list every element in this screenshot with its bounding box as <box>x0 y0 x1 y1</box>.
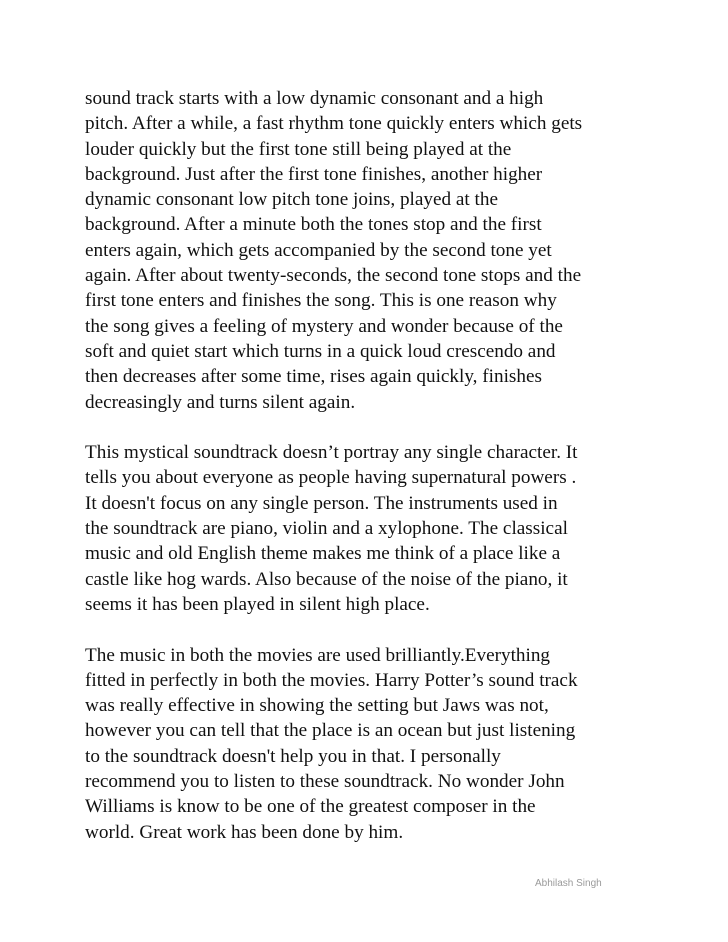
footer-author: Abhilash Singh <box>535 878 602 889</box>
paragraph-soundtrack-structure: sound track starts with a low dynamic consonant and a high pitch. After a while, a fast rhythm tone quickly enters which gets louder quickly but the first tone still being played at the background. Just after the first tone finishes, another higher dynamic consonant low pitch tone joins, played at the background. After a minute both the tones stop and the first enters again, which gets accompanied by the second tone yet again. After about twenty-seconds, the second tone stops and the first tone enters and finishes the song. This is one reason why the song gives a feeling of mystery and wonder because of the soft and quiet start which turns in a quick loud crescendo and then decreases after some time, rises again quickly, finishes decreasingly and turns silent again. <box>85 88 583 413</box>
paragraph-conclusion: The music in both the movies are used brilliantly.Everything fitted in perfectly in both the movies. Harry Potter’s sound track was really effective in showing the setting but Jaws was not, however you can tell that the place is an ocean but just listening to the soundtrack doesn't help you in that. I personally recommend you to listen to these soundtrack. No wonder John Williams is know to be one of the greatest composer in the world. Great work has been done by him. <box>85 644 578 843</box>
paragraph-mystical-soundtrack: This mystical soundtrack doesn’t portray any single character. It tells you about everyone as people having supernatural powers . It doesn't focus on any single person. The instruments used in the soundtrack are piano, violin and a xylophone. The classical music and old English theme makes me think of a place like a castle like hog wards. Also because of the noise of the piano, it seems it has been played in silent high place. <box>85 442 578 615</box>
document-body <box>85 86 655 870</box>
